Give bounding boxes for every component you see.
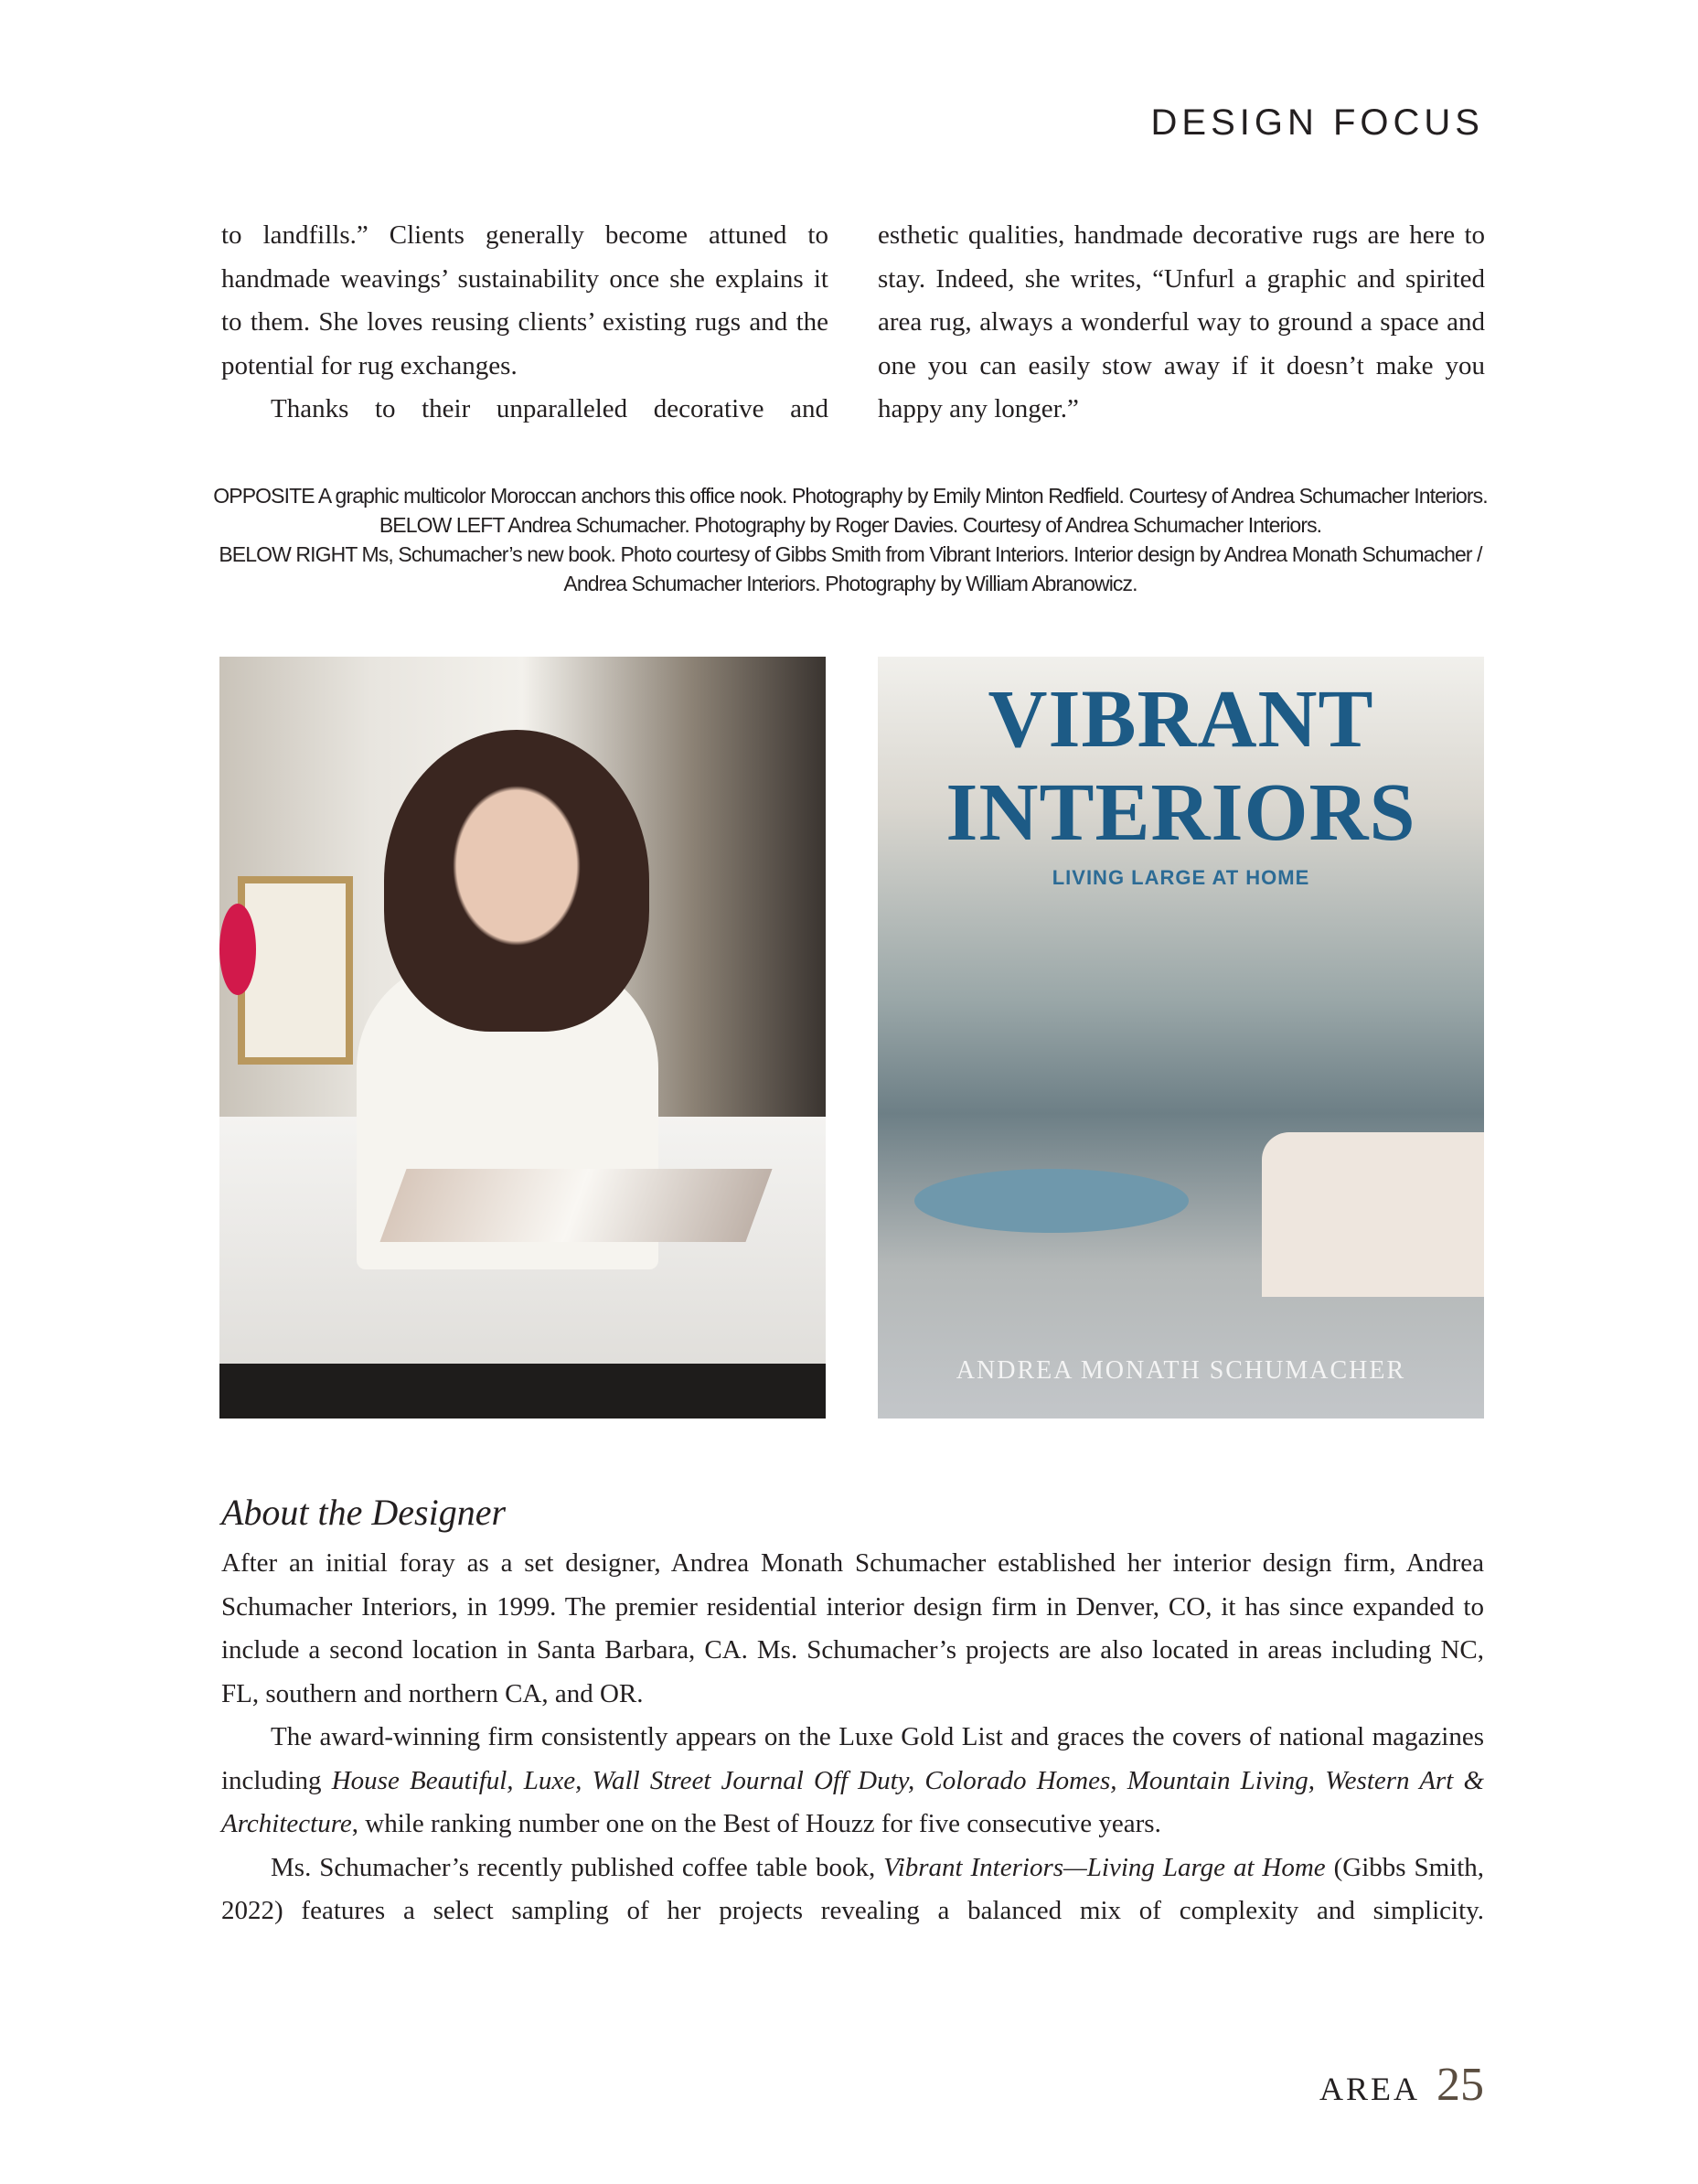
body-column-right [878, 214, 1485, 432]
person-head [384, 730, 649, 1032]
open-book [379, 1169, 772, 1242]
about-heading: About the Designer [221, 1492, 507, 1533]
magazine-list: House Beautiful, Luxe, Wall Street Journal Off Duty, Colorado Homes, Mountain Living, Western Art & Architecture [221, 1765, 1484, 1838]
book-cover-photo [878, 657, 1484, 1419]
paragraph: to landfills.” Clients generally become attuned to handmade weavings’ sustainability once she explains it to them. She loves reusing clients’ existing rugs and the potential for rug exchanges. [221, 220, 828, 380]
text: The award-winning firm consistently appears on the Luxe Gold List and graces the covers of national magazines including [221, 1722, 1484, 1795]
section-title: DESIGN FOCUS [1150, 102, 1484, 143]
magazine-name: AREA [1319, 2071, 1420, 2107]
cover-author: ANDREA MONATH SCHUMACHER [956, 1356, 1406, 1385]
about-text [221, 1542, 1484, 1933]
cover-subtitle: LIVING LARGE AT HOME [1052, 866, 1310, 889]
cover-title: INTERIORS [945, 767, 1416, 858]
cover-title: VIBRANT [988, 674, 1374, 765]
text: (Gibbs Smith, 2022) features a select sampling of her projects revealing a balanced mix of complexity and simplicity. [221, 1852, 1485, 1925]
book-title: Vibrant Interiors—Living Large at Home [883, 1852, 1326, 1882]
caption-line: BELOW RIGHT Ms, Schumacher’s new book. Photo courtesy of Gibbs Smith from Vibrant Interiors. Interior design by Andrea Monath Schumacher / Andrea Schumacher Interiors. Photography by William Abranowicz. [219, 542, 1482, 595]
paragraph [221, 1716, 1484, 1847]
picture-frame [238, 876, 353, 1065]
text: , while ranking number one on the Best of Houzz for five consecutive years. [351, 1809, 1161, 1838]
page-number: 25 [1436, 2059, 1484, 2111]
flowers [219, 904, 256, 995]
text: Ms. Schumacher’s recently published coffee table book, [271, 1852, 884, 1882]
paragraph: After an initial foray as a set designer, Andrea Monath Schumacher established her interior design firm, Andrea Schumacher Interiors, in 1999. The premier residential interior design firm in Denver, CO, it has since expanded to include a second location in Santa Barbara, CA. Ms. Schumacher’s projects are also located in areas including NC, FL, southern and northern CA, and OR. [221, 1548, 1484, 1708]
page-footer [1319, 2058, 1484, 2112]
coffee-table [914, 1169, 1189, 1233]
paragraph: Thanks to their unparalleled decorative and [271, 394, 828, 423]
body-column-left [221, 214, 828, 432]
paragraph [221, 1847, 1484, 1933]
paragraph: esthetic qualities, handmade decorative rugs are here to stay. Indeed, she writes, “Unfurl a graphic and spirited area rug, always a wonderful way to ground a space and one you can easily stow away if it doesn’t make you happy any longer.” [878, 220, 1485, 423]
caption-line: OPPOSITE A graphic multicolor Moroccan anchors this office nook. Photography by Emily Minton Redfield. Courtesy of Andrea Schumacher Interiors. BELOW LEFT Andrea Schumacher. Photography by Roger Davies. Courtesy of Andrea Schumacher Interiors. [213, 484, 1488, 537]
designer-portrait-photo [219, 657, 826, 1419]
photo-caption [210, 481, 1490, 598]
sofa [1262, 1132, 1484, 1297]
